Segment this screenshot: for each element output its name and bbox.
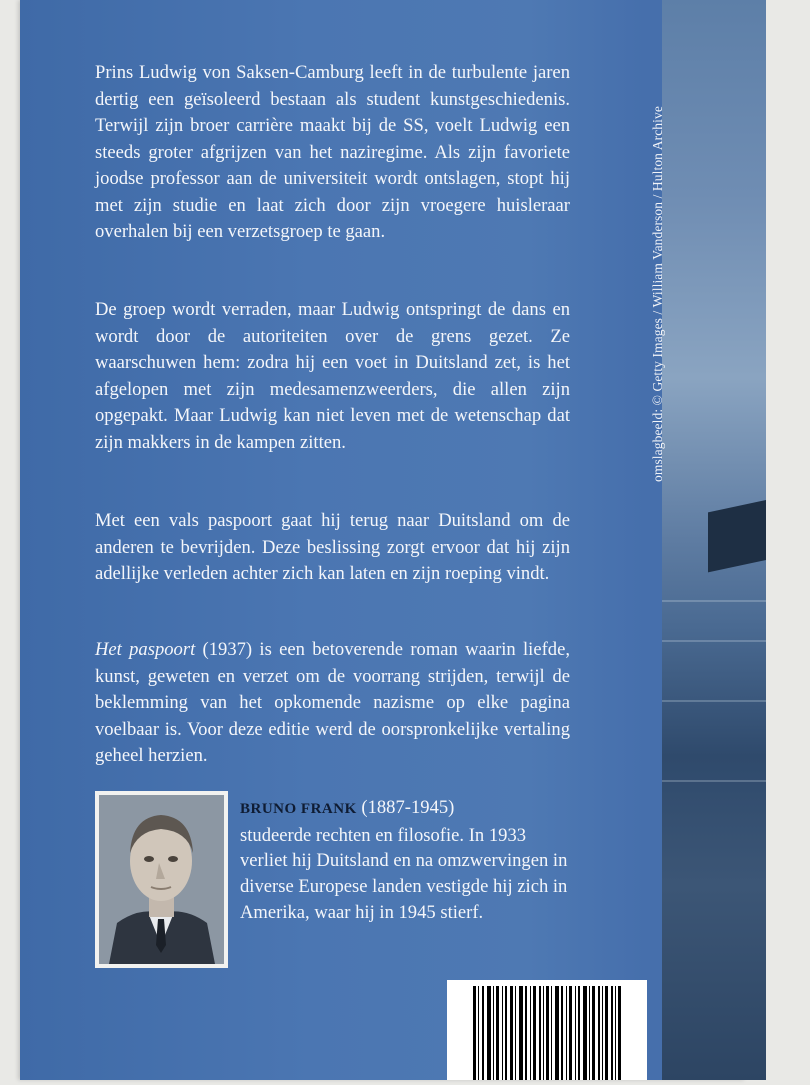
- author-portrait: [99, 795, 224, 964]
- cover-credit: omslagbeeld: © Getty Images / William Vanderson / Hulton Archive: [650, 106, 665, 482]
- blurb-paragraph-2: De groep wordt verraden, maar Ludwig ontspringt de dans en wordt door de autoriteiten over de grens gezet. Ze waarschuwen hem: zodra hij een voet in Duitsland zet, is het afgelopen met zijn medesamenzweerders, die allen zijn opgepakt. Maar Ludwig kan niet leven met de wetenschap dat zijn makkers in de kampen zitten.: [95, 299, 570, 453]
- blurb-paragraph-3: Met een vals paspoort gaat hij terug naar Duitsland om de anderen te bevrijden. Deze beslissing zorgt ervoor dat hij zijn adellijke verleden achter zich kan laten en zijn roeping vindt.: [95, 510, 570, 584]
- blurb-paragraph-1: Prins Ludwig von Saksen-Camburg leeft in de turbulente jaren dertig een geïsoleerd bestaan als student kunstgeschiedenis. Terwijl zijn broer carrière maakt bij de SS, voelt Ludwig een steeds groter afgrijzen van het naziregime. Als zijn favoriete joodse professor aan de universiteit wordt ontslagen, stopt hij met zijn studie en laat zich door zijn vroegere huisleraar overhalen bij een verzetsgroep te gaan.: [95, 62, 570, 242]
- cover-photo-strip: [662, 0, 766, 1080]
- barcode-bars: [447, 980, 647, 1080]
- boat-silhouette: [708, 500, 766, 573]
- blurb-paragraph-4-text: (1937) is een betoverende roman waarin liefde, kunst, geweten en verzet om de voorrang strijden, terwijl de beklemming van het opkomende nazisme op elke pagina voelbaar is. Voor deze editie werd de oorspronkelijke vertaling geheel herzien.: [95, 639, 570, 766]
- blurb-paragraph-4: [95, 637, 570, 770]
- author-bio: [240, 795, 575, 926]
- barcode: [447, 980, 647, 1080]
- author-dates: (1887-1945): [356, 797, 455, 818]
- author-name: BRUNO FRANK: [240, 801, 357, 817]
- book-title: Het paspoort: [95, 639, 196, 660]
- author-photo: [95, 791, 228, 968]
- author-bio-text: studeerde rechten en filosofie. In 1933 verliet hij Duitsland en na omzwervingen in diverse Europese landen vestigde hij zich in Amerika, waar hij in 1945 stierf.: [240, 824, 568, 923]
